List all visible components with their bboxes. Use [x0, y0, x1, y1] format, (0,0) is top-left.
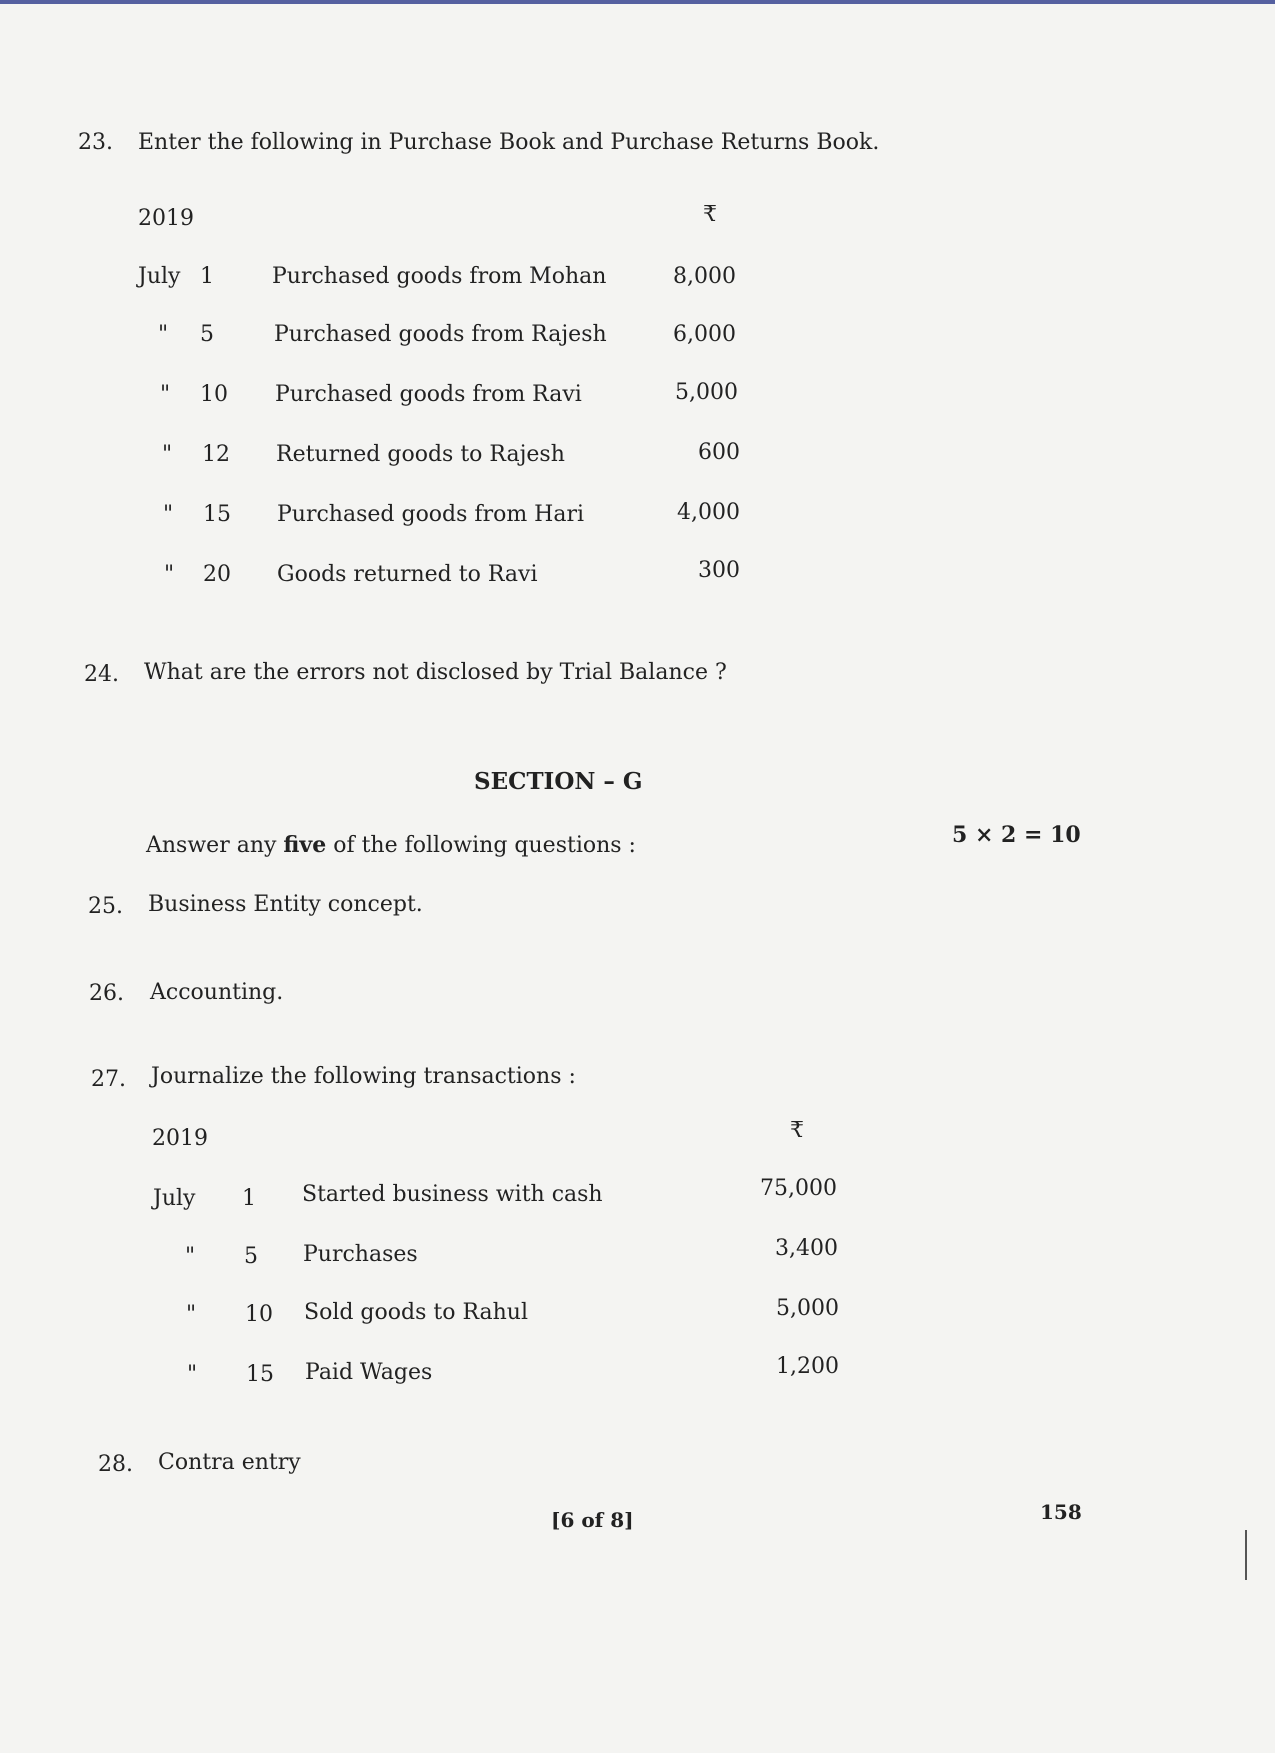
q28-number: 28. — [98, 1452, 133, 1477]
q23-row-amount: 6,000 — [673, 322, 736, 347]
q23-row-day: 1 — [200, 264, 214, 289]
paper-code: 158 — [1040, 1500, 1082, 1524]
q23-currency: ₹ — [703, 202, 717, 227]
q23-number: 23. — [78, 130, 113, 155]
q23-row-month: " — [160, 382, 171, 407]
section-marks: 5 × 2 = 10 — [952, 822, 1081, 848]
q27-text: Journalize the following transactions : — [151, 1064, 576, 1089]
q27-row-day: 10 — [245, 1302, 273, 1327]
section-title: SECTION – G — [474, 768, 643, 795]
q26-text: Accounting. — [150, 980, 284, 1005]
q23-row-amount: 5,000 — [675, 380, 738, 405]
q23-text: Enter the following in Purchase Book and Purchase Returns Book. — [138, 130, 880, 155]
q27-row-amount: 75,000 — [760, 1176, 837, 1201]
page-number: [6 of 8] — [551, 1508, 634, 1532]
q27-row-amount: 3,400 — [775, 1236, 838, 1261]
q27-row-month: " — [186, 1302, 197, 1327]
q27-row-month: " — [185, 1244, 196, 1269]
q27-row-desc: Purchases — [303, 1242, 418, 1267]
q24-text: What are the errors not disclosed by Trial Balance ? — [144, 660, 727, 685]
instruction-pre: Answer any — [146, 833, 284, 858]
q27-currency: ₹ — [790, 1118, 804, 1143]
q27-row-month: July — [153, 1186, 196, 1211]
q23-row-desc: Returned goods to Rajesh — [276, 442, 565, 467]
q23-row-amount: 300 — [698, 558, 740, 583]
q23-year: 2019 — [138, 206, 194, 231]
instruction-bold: five — [283, 832, 327, 858]
q23-row-desc: Purchased goods from Rajesh — [274, 322, 607, 347]
q27-row-amount: 1,200 — [776, 1354, 839, 1379]
q23-row-desc: Purchased goods from Ravi — [275, 382, 582, 407]
q27-row-desc: Sold goods to Rahul — [304, 1300, 529, 1325]
q24-number: 24. — [84, 662, 119, 687]
q25-text: Business Entity concept. — [148, 892, 423, 917]
q23-row-desc: Goods returned to Ravi — [277, 562, 538, 587]
instruction-post: of the following questions : — [326, 833, 636, 858]
q23-row-day: 12 — [202, 442, 230, 467]
q27-row-desc: Started business with cash — [302, 1182, 603, 1207]
q26-number: 26. — [89, 981, 124, 1006]
q27-row-day: 15 — [246, 1362, 274, 1387]
q23-row-amount: 600 — [698, 440, 740, 465]
q23-row-month: " — [163, 502, 174, 527]
q23-row-month: " — [164, 562, 175, 587]
section-instruction — [146, 832, 636, 858]
q27-row-day: 1 — [242, 1186, 256, 1211]
q23-row-day: 20 — [203, 562, 231, 587]
q23-row-amount: 4,000 — [677, 500, 740, 525]
q27-row-desc: Paid Wages — [305, 1360, 433, 1385]
q23-row-day: 5 — [200, 322, 214, 347]
q27-number: 27. — [91, 1067, 126, 1092]
q28-text: Contra entry — [158, 1450, 301, 1475]
page-edge-mark — [1245, 1530, 1247, 1580]
q27-row-month: " — [187, 1362, 198, 1387]
top-border — [0, 0, 1275, 4]
q27-year: 2019 — [152, 1126, 208, 1151]
q27-row-day: 5 — [244, 1244, 258, 1269]
q23-row-month: " — [162, 442, 173, 467]
q23-row-month: " — [158, 322, 169, 347]
q23-row-day: 15 — [203, 502, 231, 527]
q25-number: 25. — [88, 894, 123, 919]
q27-row-amount: 5,000 — [776, 1296, 839, 1321]
q23-row-desc: Purchased goods from Hari — [277, 502, 585, 527]
q23-row-day: 10 — [200, 382, 228, 407]
q23-row-desc: Purchased goods from Mohan — [272, 264, 607, 289]
q23-row-month: July — [138, 264, 181, 289]
q23-row-amount: 8,000 — [673, 264, 736, 289]
